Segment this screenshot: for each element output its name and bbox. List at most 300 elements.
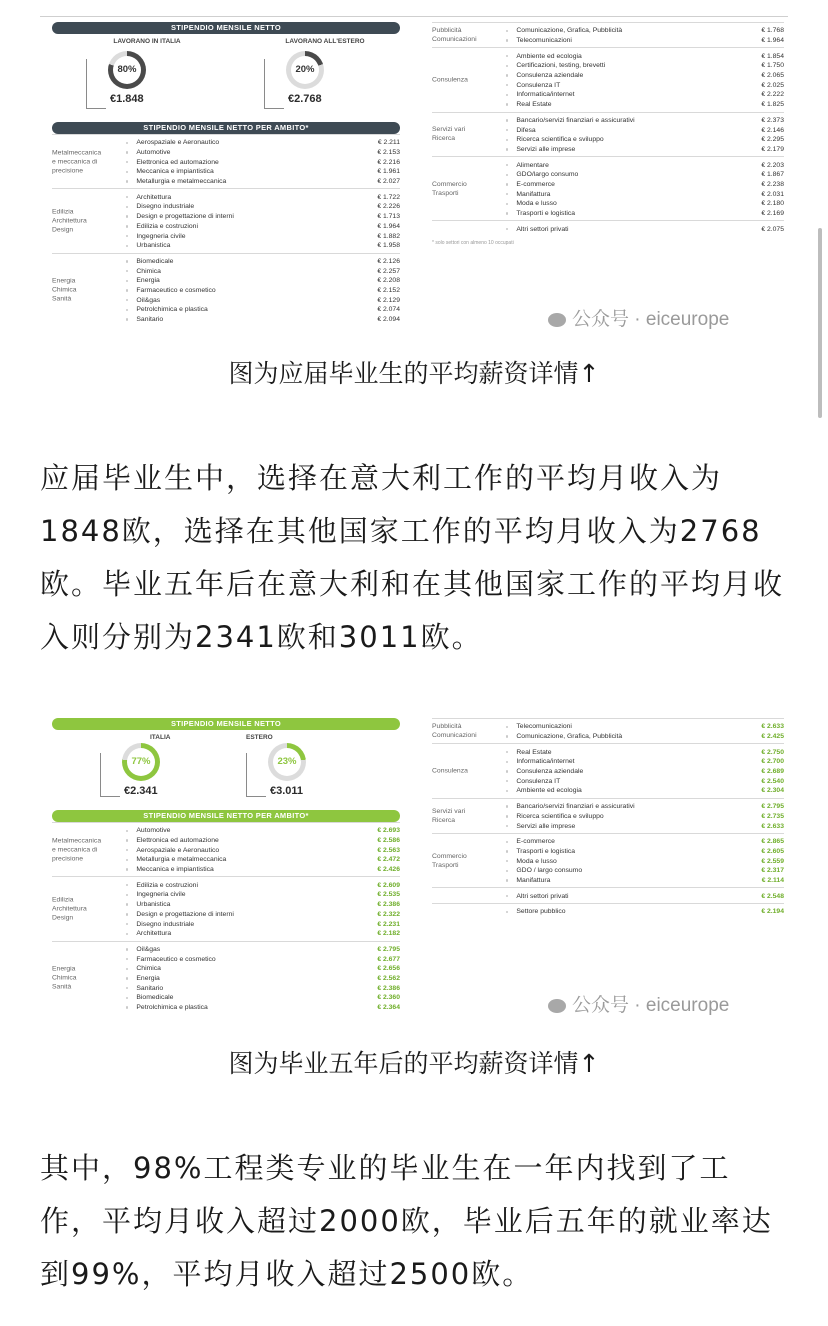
sector-row: [126, 148, 400, 158]
sector-group-name: Energia Chimica Sanità: [52, 277, 77, 303]
bullet-icon: [506, 790, 508, 792]
bullet-icon: [506, 183, 508, 185]
sector-group-name: Consulenza: [432, 767, 468, 775]
sector-row: [506, 160, 784, 170]
bullet-icon: [126, 289, 128, 291]
sector-salary: € 2.027: [377, 178, 400, 186]
sector-label: Servizi alle imprese: [516, 822, 576, 830]
sector-label: Elettronica ed automazione: [136, 158, 219, 166]
sector-row: [506, 116, 784, 126]
bullet-icon: [506, 164, 508, 166]
bullet-icon: [126, 894, 128, 896]
bullet-icon: [506, 805, 508, 807]
summary-panel: [52, 718, 400, 1014]
watermark: 公众号 · eiceurope: [548, 990, 729, 1017]
sector-group: [432, 718, 784, 743]
sector-label: Automotive: [136, 149, 171, 157]
sector-salary: € 2.609: [377, 881, 400, 889]
sector-row: [126, 954, 400, 964]
sector-salary: € 2.562: [377, 974, 400, 982]
sector-group: [432, 112, 784, 157]
sector-row: [126, 212, 400, 222]
sector-salary: € 2.226: [377, 203, 400, 211]
sector-salary: € 2.180: [761, 200, 784, 208]
bullet-icon: [126, 260, 128, 262]
bullet-icon: [506, 174, 508, 176]
sector-label: Ingegneria civile: [136, 891, 186, 899]
sector-row: [506, 891, 784, 901]
sector-label: Manifattura: [516, 876, 551, 884]
bullet-icon: [506, 65, 508, 67]
bullet-icon: [126, 180, 128, 182]
sector-label: GDO / largo consumo: [516, 867, 583, 875]
sector-label: GDO/largo consumo: [516, 171, 579, 179]
sector-row: [506, 61, 784, 71]
bullet-icon: [126, 859, 128, 861]
sector-label: Moda e lusso: [516, 200, 557, 208]
sector-salary: € 2.386: [377, 901, 400, 909]
bullet-icon: [126, 161, 128, 163]
sector-row: [506, 757, 784, 767]
sector-row: [506, 767, 784, 777]
bullet-icon: [126, 151, 128, 153]
sector-label: Ambiente ed ecologia: [516, 52, 582, 60]
bullet-icon: [126, 830, 128, 832]
sector-group-name: Metalmeccanica e meccanica di precisione: [52, 149, 102, 175]
bullet-icon: [506, 761, 508, 763]
sector-salary: € 2.126: [377, 257, 400, 265]
sector-salary: € 2.153: [377, 149, 400, 157]
sector-row: [506, 135, 784, 145]
bullet-icon: [126, 884, 128, 886]
sector-group-name: Pubblicità Comunicazioni: [432, 723, 477, 740]
sector-label: Consulenza aziendale: [516, 72, 584, 80]
sector-label: Alimentare: [516, 161, 549, 169]
sector-salary: € 1.882: [377, 232, 400, 240]
sector-row: [126, 241, 400, 251]
sector-table-left: [52, 134, 400, 326]
sector-label: Architettura: [136, 193, 172, 201]
bracket-line: [86, 59, 106, 109]
bullet-icon: [506, 825, 508, 827]
sector-salary: € 2.065: [761, 72, 784, 80]
bullet-icon: [126, 1006, 128, 1008]
sector-salary: € 2.146: [761, 126, 784, 134]
sector-salary: € 1.964: [761, 37, 784, 45]
sector-row: [506, 821, 784, 831]
bullet-icon: [506, 879, 508, 881]
sector-salary: € 2.179: [761, 145, 784, 153]
bullet-icon: [126, 987, 128, 989]
gauge-italy: [86, 734, 236, 811]
sector-label: Metallurgia e metalmeccanica: [136, 178, 227, 186]
sector-label: Oil&gas: [136, 296, 161, 304]
bracket-line: [100, 753, 120, 797]
sector-group: [52, 941, 400, 1015]
bullet-icon: [506, 860, 508, 862]
sector-salary: € 2.169: [761, 210, 784, 218]
sector-salary: € 2.865: [761, 838, 784, 846]
gauge-label: LAVORANO ALL'ESTERO: [285, 38, 365, 45]
sector-label: Energia: [136, 277, 160, 285]
sector-label: Settore pubblico: [516, 908, 566, 916]
bullet-icon: [506, 139, 508, 141]
sector-row: [506, 170, 784, 180]
bullet-icon: [126, 958, 128, 960]
bullet-icon: [126, 206, 128, 208]
sector-row: [126, 202, 400, 212]
sector-salary: € 2.677: [377, 955, 400, 963]
sector-label: Difesa: [516, 126, 536, 134]
sector-salary: € 1.722: [377, 193, 400, 201]
sector-salary: € 2.693: [377, 827, 400, 835]
salary-banner: STIPENDIO MENSILE NETTO: [52, 718, 400, 730]
bullet-icon: [126, 948, 128, 950]
sector-salary: € 2.548: [761, 892, 784, 900]
sector-row: [126, 276, 400, 286]
sector-label: Oil&gas: [136, 945, 161, 953]
gauge-label: ESTERO: [246, 734, 273, 741]
sector-salary: € 2.211: [377, 139, 400, 147]
sector-row: [506, 71, 784, 81]
sector-label: Energia: [136, 974, 160, 982]
sector-row: [126, 900, 400, 910]
sector-group: [52, 822, 400, 876]
sector-row: [126, 945, 400, 955]
sector-group: [432, 798, 784, 833]
bullet-icon: [506, 148, 508, 150]
sector-group-name: Pubblicità Comunicazioni: [432, 27, 477, 44]
bullet-icon: [126, 868, 128, 870]
sector-salary: € 2.114: [761, 876, 784, 884]
sector-label: Ingegneria civile: [136, 232, 186, 240]
sector-salary: € 2.208: [377, 277, 400, 285]
sector-salary: € 2.689: [761, 768, 784, 776]
sector-label: Urbanistica: [136, 901, 171, 909]
watermark: 公众号 · eiceurope: [548, 304, 729, 331]
sector-label: Petrolchimica e plastica: [136, 1004, 208, 1012]
sector-row: [506, 90, 784, 100]
bullet-icon: [126, 225, 128, 227]
sector-label: Bancario/servizi finanziari e assicurativi: [516, 116, 635, 124]
sector-salary: € 2.426: [377, 866, 400, 874]
sector-label: Aerospaziale e Aeronautico: [136, 846, 220, 854]
sector-table-left: [52, 822, 400, 1014]
sector-group: [432, 156, 784, 220]
salary-amount: €3.011: [270, 785, 304, 797]
sector-row: [126, 1003, 400, 1013]
sector-group: [432, 22, 784, 47]
sector-label: Ricerca scientifica e sviluppo: [516, 812, 604, 820]
sector-row: [126, 266, 400, 276]
sector-salary: € 2.425: [761, 733, 784, 741]
sector-row: [126, 983, 400, 993]
bullet-icon: [506, 30, 508, 32]
bullet-icon: [506, 212, 508, 214]
sector-label: Telecomunicazioni: [516, 723, 572, 731]
bullet-icon: [126, 997, 128, 999]
sector-salary: € 2.257: [377, 267, 400, 275]
sector-salary: € 1.961: [377, 168, 400, 176]
bullet-icon: [126, 235, 128, 237]
sector-row: [126, 855, 400, 865]
sector-label: Trasporti e logistica: [516, 847, 576, 855]
sector-salary: € 2.295: [761, 136, 784, 144]
sector-group: [432, 743, 784, 797]
sector-group: [52, 188, 400, 252]
salary-infographic-five-years: [40, 718, 788, 1034]
sector-salary: € 2.700: [761, 758, 784, 766]
sector-label: Comunicazione, Grafica, Pubblicità: [516, 27, 623, 35]
bullet-icon: [126, 280, 128, 282]
sector-salary: € 2.586: [377, 837, 400, 845]
sector-label: E-commerce: [516, 838, 555, 846]
top-divider: [40, 16, 788, 17]
sector-label: Comunicazione, Grafica, Pubblicità: [516, 733, 623, 741]
sector-row: [506, 26, 784, 36]
wechat-icon: [548, 999, 566, 1013]
sector-group-name: Energia Chimica Sanità: [52, 965, 77, 991]
salary-amount: €2.768: [288, 93, 322, 105]
sector-salary: € 2.094: [377, 316, 400, 324]
sector-banner: STIPENDIO MENSILE NETTO PER AMBITO*: [52, 810, 400, 822]
sector-label: Architettura: [136, 930, 172, 938]
sector-label: Petrolchimica e plastica: [136, 306, 208, 314]
sector-row: [506, 51, 784, 61]
sector-banner: STIPENDIO MENSILE NETTO PER AMBITO*: [52, 122, 400, 134]
sector-row: [506, 36, 784, 46]
sector-salary: € 2.386: [377, 984, 400, 992]
bullet-icon: [126, 903, 128, 905]
sector-salary: € 2.605: [761, 847, 784, 855]
bullet-icon: [506, 895, 508, 897]
percent-ring: [122, 743, 160, 781]
sector-salary: € 2.074: [377, 306, 400, 314]
sector-group: [52, 876, 400, 940]
footnote: * solo settori con almeno 10 occupati: [432, 240, 514, 247]
sector-label: Automotive: [136, 827, 171, 835]
sector-salary: € 2.025: [761, 81, 784, 89]
bullet-icon: [506, 770, 508, 772]
salary-amount: €1.848: [110, 93, 144, 105]
bullet-icon: [506, 870, 508, 872]
percent-value: 80%: [113, 56, 141, 84]
sector-salary: € 2.373: [761, 116, 784, 124]
salary-infographic-graduates: [40, 22, 788, 344]
sector-salary: € 2.535: [377, 891, 400, 899]
sector-row: [126, 295, 400, 305]
sector-group: [432, 220, 784, 236]
sector-row: [506, 209, 784, 219]
bullet-icon: [506, 203, 508, 205]
sector-table-right: [432, 22, 784, 236]
sector-row: [506, 856, 784, 866]
gauge-abroad: [232, 734, 382, 811]
sector-row: [126, 138, 400, 148]
sector-group: [432, 47, 784, 111]
sector-row: [126, 910, 400, 920]
sector-group-name: Metalmeccanica e meccanica di precisione: [52, 837, 102, 863]
sector-label: Chimica: [136, 267, 161, 275]
sector-label: Servizi alle imprese: [516, 145, 576, 153]
sector-salary: € 2.563: [377, 846, 400, 854]
bullet-icon: [506, 84, 508, 86]
sector-label: Sanitario: [136, 316, 164, 324]
gauge-label: LAVORANO IN ITALIA: [113, 38, 181, 45]
sector-group: [432, 833, 784, 887]
sector-salary: € 2.231: [377, 920, 400, 928]
sector-row: [506, 802, 784, 812]
bullet-icon: [506, 911, 508, 913]
sector-salary: € 2.317: [761, 867, 784, 875]
sector-label: Informatica/internet: [516, 758, 575, 766]
sector-salary: € 1.825: [761, 101, 784, 109]
percent-value: 20%: [291, 56, 319, 84]
percent-ring: [108, 51, 146, 89]
sector-label: Consulenza aziendale: [516, 768, 584, 776]
sector-row: [126, 257, 400, 267]
sector-row: [506, 876, 784, 886]
sector-label: Ricerca scientifica e sviluppo: [516, 136, 604, 144]
bullet-icon: [126, 309, 128, 311]
sector-row: [506, 732, 784, 742]
gauges: [52, 730, 400, 810]
gauge-abroad: [250, 38, 400, 115]
sector-label: Edilizia e costruzioni: [136, 222, 198, 230]
sector-salary: € 2.216: [377, 158, 400, 166]
salary-banner: STIPENDIO MENSILE NETTO: [52, 22, 400, 34]
bullet-icon: [126, 171, 128, 173]
paragraph-five-years: 其中，98%工程类专业的毕业生在一年内找到了工作，平均月收入超过2000欧，毕业后五年的就业率达到99%，平均月收入超过2500欧。: [40, 1151, 773, 1291]
sector-group: [432, 887, 784, 903]
sector-label: Bancario/servizi finanziari e assicurativi: [516, 803, 635, 811]
sector-group-name: Consulenza: [432, 76, 468, 84]
caption-graduates: 图为应届毕业生的平均薪资详情↑: [228, 359, 600, 388]
sector-salary: € 2.238: [761, 180, 784, 188]
bullet-icon: [506, 780, 508, 782]
sector-salary: € 2.322: [377, 910, 400, 918]
bullet-icon: [126, 933, 128, 935]
sector-label: Trasporti e logistica: [516, 210, 576, 218]
sector-label: Manifattura: [516, 190, 551, 198]
bullet-icon: [506, 726, 508, 728]
wechat-icon: [548, 313, 566, 327]
sector-salary: € 1.958: [377, 242, 400, 250]
sector-salary: € 2.633: [761, 723, 784, 731]
sector-panel-right: [432, 718, 784, 919]
sector-row: [506, 199, 784, 209]
sector-group: [432, 903, 784, 919]
summary-panel: [52, 22, 400, 326]
sector-table-right: [432, 718, 784, 919]
sector-salary: € 1.867: [761, 171, 784, 179]
sector-label: Real Estate: [516, 101, 552, 109]
bullet-icon: [126, 318, 128, 320]
bullet-icon: [506, 815, 508, 817]
sector-row: [126, 845, 400, 855]
bullet-icon: [126, 270, 128, 272]
sector-salary: € 1.964: [377, 222, 400, 230]
sector-row: [506, 80, 784, 90]
sector-row: [126, 993, 400, 1003]
sector-row: [126, 919, 400, 929]
sector-label: Real Estate: [516, 748, 552, 756]
sector-row: [506, 180, 784, 190]
bullet-icon: [126, 977, 128, 979]
bullet-icon: [506, 193, 508, 195]
sector-label: Biomedicale: [136, 994, 174, 1002]
sector-salary: € 2.364: [377, 1004, 400, 1012]
sector-row: [126, 192, 400, 202]
sector-row: [506, 100, 784, 110]
bracket-line: [264, 59, 284, 109]
sector-row: [506, 722, 784, 732]
sector-salary: € 2.735: [761, 812, 784, 820]
sector-label: Altri settori privati: [516, 892, 569, 900]
bullet-icon: [126, 215, 128, 217]
bullet-icon: [506, 74, 508, 76]
sector-row: [126, 177, 400, 187]
sector-salary: € 1.713: [377, 213, 400, 221]
sector-group-name: Commercio Trasporti: [432, 852, 467, 869]
sector-panel-right: [432, 22, 784, 246]
bullet-icon: [126, 913, 128, 915]
sector-salary: € 2.472: [377, 856, 400, 864]
gauges: [52, 34, 400, 122]
sector-row: [506, 866, 784, 876]
sector-label: Farmaceutico e cosmetico: [136, 955, 216, 963]
sector-label: Biomedicale: [136, 257, 174, 265]
sector-row: [506, 776, 784, 786]
sector-row: [506, 189, 784, 199]
sector-row: [126, 836, 400, 846]
sector-salary: € 2.031: [761, 190, 784, 198]
sector-row: [506, 847, 784, 857]
sector-row: [506, 786, 784, 796]
sector-row: [506, 224, 784, 234]
sector-label: Telecomunicazioni: [516, 37, 572, 45]
sector-label: Chimica: [136, 965, 161, 973]
sector-label: Metallurgia e metalmeccanica: [136, 856, 227, 864]
sector-label: Disegno industriale: [136, 203, 195, 211]
sector-salary: € 2.203: [761, 161, 784, 169]
sector-salary: € 2.633: [761, 822, 784, 830]
sector-salary: € 2.360: [377, 994, 400, 1002]
sector-row: [126, 974, 400, 984]
bullet-icon: [506, 841, 508, 843]
sector-row: [126, 305, 400, 315]
sector-label: Consulenza IT: [516, 777, 561, 785]
sector-row: [126, 826, 400, 836]
bullet-icon: [506, 103, 508, 105]
salary-amount: €2.341: [124, 785, 158, 797]
bullet-icon: [506, 850, 508, 852]
sector-group-name: Commercio Trasporti: [432, 180, 467, 197]
sector-label: Meccanica e impiantistica: [136, 168, 214, 176]
bullet-icon: [506, 39, 508, 41]
bullet-icon: [126, 142, 128, 144]
percent-ring: [286, 51, 324, 89]
sector-row: [126, 880, 400, 890]
sector-label: Sanitario: [136, 984, 164, 992]
sector-salary: € 2.656: [377, 965, 400, 973]
sector-salary: € 2.304: [761, 787, 784, 795]
sector-row: [126, 231, 400, 241]
gauge-label: ITALIA: [150, 734, 171, 741]
sector-label: Urbanistica: [136, 242, 171, 250]
sector-salary: € 2.129: [377, 296, 400, 304]
bullet-icon: [506, 751, 508, 753]
